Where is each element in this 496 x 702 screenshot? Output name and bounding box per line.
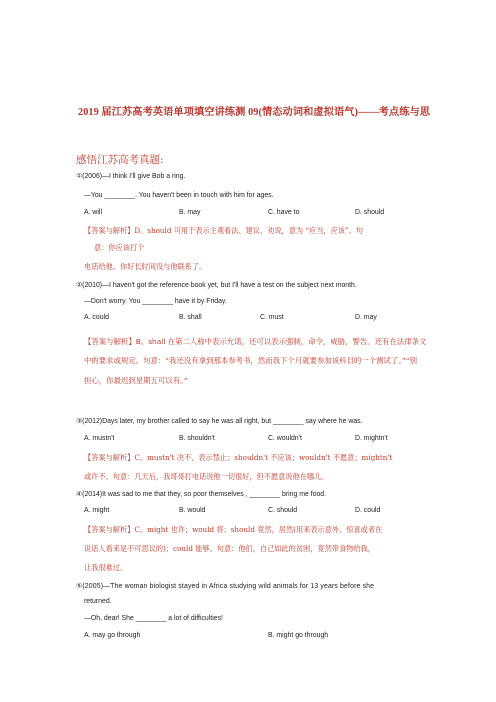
- question-4-answer-line-1: 【答案与解析】C。might 也许；would 将；should 竟然，居然(用来表示意外、惊喜或者在: [84, 525, 383, 534]
- question-1-stem: ①(2006)—I think I'll give Bob a ring.: [76, 173, 186, 180]
- question-3-answer-line-1: 【答案与解析】C。mustn't 决不，表示禁止；shouldn't 不应该；wouldn't 不愿意；mightn't: [84, 453, 393, 462]
- question-1-option-b: B. may: [179, 209, 201, 216]
- document-title: 2019 届江苏高考英语单项填空讲练测 09(情态动词和虚拟语气)——考点练与思: [78, 107, 431, 118]
- question-3-option-c: C. wouldn't: [268, 435, 302, 442]
- question-5-stem-continued: returned.: [84, 598, 112, 605]
- question-2-option-c: C. must: [260, 314, 284, 321]
- question-1-option-a: A. will: [84, 209, 102, 216]
- question-1-answer-line-3: 电话给他。你好长时间没与他联系了。: [84, 262, 207, 271]
- question-1-option-c: C. have to: [268, 209, 300, 216]
- question-2-stem: ②(2010)—I haven't got the reference book yet, but I'll have a test on the subject next month.: [76, 282, 357, 289]
- question-5-option-a: A. may go through: [84, 632, 141, 639]
- question-2-answer-line-1: 【答案与解析】B。shall 在第二人称中表示允诺，还可以表示强制，命令，威胁，警告。还有在法律条文: [84, 337, 427, 346]
- question-3-stem: ③(2012)Days later, my brother called to say he was all right, but ________ say where he was.: [76, 418, 363, 425]
- question-5-option-b: B. might go through: [268, 632, 329, 639]
- question-5-stem: ⑤(2005)—The woman biologist stayed in Africa studying wild animals for 13 years before she: [76, 583, 375, 590]
- question-3-option-a: A. mustn't: [84, 435, 115, 442]
- question-2-option-d: D. may: [355, 314, 377, 321]
- question-4-option-d: D. could: [355, 507, 381, 514]
- question-2-option-b: B. shall: [179, 314, 202, 321]
- question-2-answer-line-2: 中的要求或规定。句意：“我还没有拿到那本参考书，然而我下个月就要参加该科目的一个测试了。”“别: [84, 356, 417, 365]
- question-2-dialogue: —Don't worry. You ________ have it by Friday.: [84, 298, 227, 305]
- question-1-answer-line-1: 【答案与解析】D。should 可用于表示主观看法、建议、劝说，意为 “应当，应该”。句: [84, 226, 364, 235]
- question-3-option-d: D. mightn't: [355, 435, 388, 442]
- question-3-option-b: B. shouldn't: [179, 435, 215, 442]
- question-2-option-a: A. could: [84, 314, 109, 321]
- question-1-option-d: D. should: [355, 209, 385, 216]
- question-4-stem: ④(2014)It was sad to me that they, so poor themselves , ________ bring me food.: [76, 491, 327, 498]
- question-1-answer-line-2: 意：你应该打个: [94, 243, 145, 252]
- question-1-dialogue: —You ________. You haven't been in touch with him for ages.: [84, 192, 274, 199]
- question-4-option-b: B. would: [179, 507, 206, 514]
- question-5-dialogue: —Oh, dear! She ________ a lot of difficulties!: [84, 615, 223, 622]
- question-4-option-c: C. should: [268, 507, 298, 514]
- section-heading: 感悟江苏高考真题:: [76, 154, 164, 166]
- question-4-answer-line-2: 说话人看来是不可思议的)；could 能够。句意：他们，自己如此的贫困，竟然带食物给我，: [84, 544, 375, 553]
- question-2-answer-line-3: 担心，你最迟到星期五可以有。”: [84, 376, 188, 385]
- question-4-option-a: A. might: [84, 507, 110, 514]
- question-3-answer-line-2: 或许不。句意：几天后，我哥哥打电话说他一切很好，但不愿意说他在哪儿。: [84, 472, 329, 481]
- question-4-answer-line-3: 让我很难过。: [84, 563, 128, 572]
